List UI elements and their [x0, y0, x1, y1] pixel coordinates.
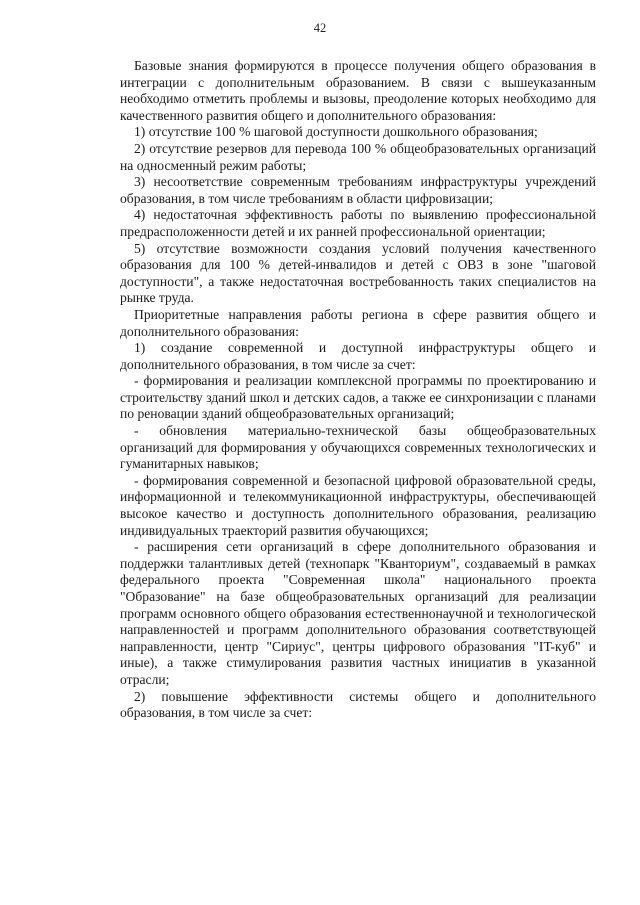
priority-subitem-1: - формирования и реализации комплексной программы по проектированию и строительству зданий школ и детских садов, а также ее синхронизации с планами по реновации зданий общеобразовательных организаций;: [120, 373, 596, 422]
priority-subitem-4: - расширения сети организаций в сфере дополнительного образования и поддержки талантливых детей (технопарк "Кванториум", создаваемый в рамках федерального проекта "Современная школа" национального проекта "Образование" на базе общеобразовательных организаций для реализации программ основного общего образования естественнонаучной и технологической направленностей и программ дополнительного образования соответствующей направленности, центр "Сириус", центры цифрового образования "IT-куб" и иные), а также стимулирования развития частных инициатив в указанной отрасли;: [120, 539, 596, 687]
document-body: [120, 58, 596, 722]
problem-item-2: 2) отсутствие резервов для перевода 100 % общеобразовательных организаций на односменный режим работы;: [120, 140, 596, 173]
priority-subitem-3: - формирования современной и безопасной цифровой образовательной среды, информационной и телекоммуникационной инфраструктуры, обеспечивающей высокое качество и доступность дополнительного образования, реализацию индивидуальных траекторий развития обучающихся;: [120, 472, 596, 538]
priority-item-1: 1) создание современной и доступной инфраструктуры общего и дополнительного образования, в том числе за счет:: [120, 340, 596, 372]
problem-item-4: 4) недостаточная эффективность работы по выявлению профессиональной предрасположенности детей и их ранней профессиональной ориентации;: [120, 207, 596, 239]
problem-item-3: 3) несоответствие современным требованиям инфраструктуры учреждений образования, в том числе требованиям в области цифровизации;: [120, 174, 596, 206]
priority-subitem-2: - обновления материально-технической базы общеобразовательных организаций для формирования у обучающихся современных технологических и гуманитарных навыков;: [120, 423, 596, 472]
intro-paragraph: Базовые знания формируются в процессе получения общего образования в интеграции с дополнительным образованием. В связи с вышеуказанным необходимо отметить проблемы и вызовы, преодоление которых необходимо для качественного развития общего и дополнительного образования:: [120, 58, 596, 123]
priority-item-2: 2) повышение эффективности системы общего и дополнительного образования, в том числе за счет:: [120, 688, 596, 721]
priorities-paragraph: Приоритетные направления работы региона в сфере развития общего и дополнительного образования:: [120, 306, 596, 339]
problem-item-5: 5) отсутствие возможности создания условий получения качественного образования для 100 % детей-инвалидов и детей с ОВЗ в зоне "шаговой доступности", а также недостаточная востребованность таких специалистов на рынке труда.: [120, 240, 596, 306]
page-number: 42: [313, 21, 327, 35]
problem-item-1: 1) отсутствие 100 % шаговой доступности дошкольного образования;: [134, 124, 538, 140]
